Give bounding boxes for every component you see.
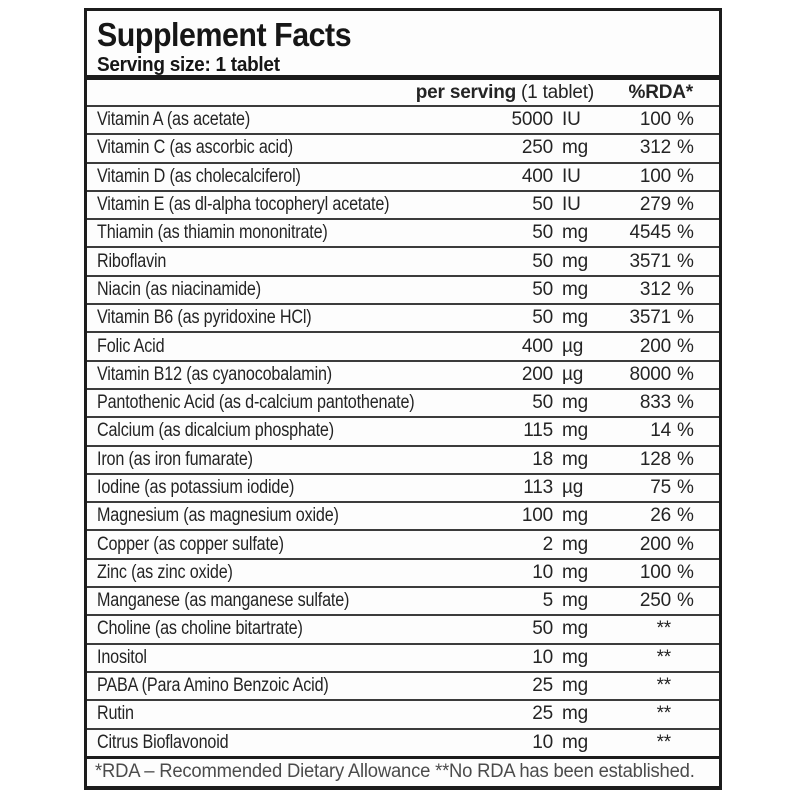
table-row — [87, 473, 719, 501]
amount-unit: IU — [562, 165, 581, 187]
amount-value: 50 — [532, 194, 553, 216]
rda-value: ** — [656, 646, 671, 668]
ingredient-name: Niacin (as niacinamide) — [97, 278, 261, 300]
rda-cell — [594, 703, 719, 725]
amount-value: 50 — [532, 250, 553, 272]
ingredient-name-cell — [87, 647, 493, 669]
table-row — [87, 190, 719, 218]
column-header-row — [87, 80, 719, 105]
table-row — [87, 643, 719, 671]
ingredient-name: Choline (as choline bitartrate) — [97, 618, 303, 640]
rda-value: 279 — [639, 194, 671, 216]
ingredient-name: Iron (as iron fumarate) — [97, 448, 253, 470]
ingredient-name-cell — [87, 449, 493, 471]
amount-value: 10 — [532, 561, 553, 583]
rda-value: ** — [656, 618, 671, 640]
ingredient-name-cell — [87, 703, 493, 725]
rda-cell — [594, 307, 719, 329]
table-row — [87, 728, 719, 756]
rda-percent-sign: % — [677, 533, 694, 555]
serving-size-text: Serving size: 1 tablet — [97, 54, 280, 76]
rda-cell — [594, 675, 719, 697]
rda-percent-sign: % — [677, 392, 694, 414]
amount-value: 50 — [532, 278, 553, 300]
table-row — [87, 105, 719, 133]
header-per-serving-note: (1 tablet) — [521, 81, 594, 103]
rda-percent-sign: % — [677, 448, 694, 470]
rda-cell — [594, 364, 719, 386]
rda-value: 200 — [639, 335, 671, 357]
ingredient-name-cell — [87, 590, 493, 612]
ingredient-name: Riboflavin — [97, 250, 167, 272]
amount-unit: mg — [562, 278, 588, 300]
rda-value: ** — [656, 675, 671, 697]
ingredient-name: Vitamin D (as cholecalciferol) — [97, 165, 301, 187]
ingredient-name-cell — [87, 166, 493, 188]
amount-value: 50 — [532, 618, 553, 640]
rda-cell — [594, 505, 719, 527]
amount-unit: mg — [562, 505, 588, 527]
rda-value: 312 — [639, 278, 671, 300]
ingredient-name: Vitamin B12 (as cyanocobalamin) — [97, 363, 333, 385]
amount-unit: mg — [562, 561, 588, 583]
rda-cell — [594, 222, 719, 244]
rda-percent-sign: % — [677, 590, 694, 612]
table-row — [87, 246, 719, 274]
amount-value: 50 — [532, 307, 553, 329]
amount-value: 25 — [532, 703, 553, 725]
table-row — [87, 699, 719, 727]
ingredient-name-cell — [87, 562, 493, 584]
ingredient-name: Copper (as copper sulfate) — [97, 533, 284, 555]
amount-unit: µg — [562, 477, 584, 498]
amount-value: 50 — [532, 222, 553, 244]
ingredient-name-cell — [87, 251, 493, 273]
amount-value: 25 — [532, 675, 553, 697]
table-row — [87, 360, 719, 388]
amount-unit: mg — [562, 618, 588, 640]
amount-unit: mg — [562, 307, 588, 329]
ingredient-name: PABA (Para Amino Benzoic Acid) — [97, 675, 329, 697]
rda-percent-sign: % — [677, 335, 694, 357]
amount-value: 400 — [521, 335, 553, 357]
amount-value: 5 — [542, 590, 553, 612]
ingredient-name: Folic Acid — [97, 335, 165, 357]
rda-cell — [594, 420, 719, 442]
rda-value: 200 — [639, 533, 671, 555]
ingredient-name: Vitamin A (as acetate) — [97, 109, 251, 131]
amount-unit: mg — [562, 533, 588, 555]
amount-unit: mg — [562, 590, 588, 612]
rda-value: 3571 — [629, 250, 671, 272]
rda-footnote — [87, 759, 719, 786]
table-row — [87, 586, 719, 614]
ingredient-name-cell — [87, 307, 493, 329]
rda-percent-sign: % — [677, 307, 694, 329]
ingredient-name: Iodine (as potassium iodide) — [97, 477, 295, 498]
rda-cell — [594, 449, 719, 471]
rda-value: 250 — [639, 590, 671, 612]
table-row — [87, 331, 719, 359]
rda-value: 8000 — [629, 363, 671, 385]
ingredient-name-cell — [87, 732, 493, 754]
ingredient-name-cell — [87, 194, 493, 216]
ingredient-name-cell — [87, 534, 493, 556]
amount-unit: mg — [562, 731, 588, 753]
supplement-facts-label — [84, 8, 722, 790]
table-row — [87, 501, 719, 529]
amount-value: 250 — [521, 137, 553, 159]
rda-cell — [594, 562, 719, 584]
ingredient-name-cell — [87, 222, 493, 244]
rda-cell — [594, 534, 719, 556]
rda-cell — [594, 166, 719, 188]
ingredient-name-cell — [87, 109, 493, 131]
amount-unit: mg — [562, 250, 588, 272]
table-row — [87, 388, 719, 416]
amount-value: 10 — [532, 646, 553, 668]
ingredient-name-cell — [87, 618, 493, 640]
rda-value: 312 — [639, 137, 671, 159]
title-block — [87, 11, 719, 75]
table-row — [87, 671, 719, 699]
ingredient-name-cell — [87, 279, 493, 301]
rda-percent-sign: % — [677, 505, 694, 527]
rda-value: 26 — [650, 505, 671, 527]
header-rda: %RDA* — [628, 81, 693, 103]
table-row — [87, 303, 719, 331]
ingredient-name-cell — [87, 364, 493, 386]
rda-cell — [594, 647, 719, 669]
rda-cell — [594, 477, 719, 499]
ingredient-name: Zinc (as zinc oxide) — [97, 561, 233, 583]
rda-percent-sign: % — [677, 222, 694, 244]
amount-value: 50 — [532, 392, 553, 414]
ingredient-name: Rutin — [97, 703, 134, 725]
serving-size — [97, 53, 709, 77]
rda-percent-sign: % — [677, 165, 694, 187]
ingredient-name-cell — [87, 505, 493, 527]
ingredient-name-cell — [87, 392, 493, 414]
ingredient-name: Vitamin E (as dl-alpha tocopheryl acetate) — [97, 194, 390, 216]
table-row — [87, 614, 719, 642]
rda-percent-sign: % — [677, 561, 694, 583]
rda-cell — [594, 732, 719, 754]
amount-value: 200 — [521, 363, 553, 385]
rda-value: ** — [656, 731, 671, 753]
ingredient-name: Citrus Bioflavonoid — [97, 731, 229, 753]
table-row — [87, 445, 719, 473]
rda-footnote-text: *RDA – Recommended Dietary Allowance **No RDA has been established. — [95, 761, 695, 783]
rda-value: 100 — [639, 561, 671, 583]
rda-value: 833 — [639, 392, 671, 414]
rda-value: ** — [656, 703, 671, 725]
amount-value: 10 — [532, 731, 553, 753]
rda-percent-sign: % — [677, 109, 694, 131]
rda-cell — [594, 392, 719, 414]
table-row — [87, 218, 719, 246]
ingredient-name: Vitamin B6 (as pyridoxine HCl) — [97, 307, 312, 329]
rda-percent-sign: % — [677, 420, 694, 442]
rda-cell — [594, 279, 719, 301]
ingredient-name: Vitamin C (as ascorbic acid) — [97, 137, 293, 159]
rda-percent-sign: % — [677, 363, 694, 385]
amount-unit: IU — [562, 109, 581, 131]
ingredient-name: Magnesium (as magnesium oxide) — [97, 505, 339, 527]
amount-unit: mg — [562, 392, 588, 414]
ingredient-name: Calcium (as dicalcium phosphate) — [97, 420, 334, 442]
amount-unit: mg — [562, 137, 588, 159]
table-row — [87, 133, 719, 161]
amount-value: 18 — [532, 448, 553, 470]
rda-percent-sign: % — [677, 250, 694, 272]
table-row — [87, 275, 719, 303]
amount-value: 115 — [523, 420, 553, 442]
label-title — [97, 17, 709, 53]
ingredient-name: Pantothenic Acid (as d-calcium pantothenate) — [97, 392, 415, 414]
amount-value: 100 — [521, 505, 553, 527]
amount-unit: µg — [562, 335, 584, 357]
rda-cell — [594, 251, 719, 273]
amount-unit: mg — [562, 420, 588, 442]
rda-percent-sign: % — [677, 278, 694, 300]
amount-value: 400 — [521, 165, 553, 187]
rda-value: 3571 — [629, 307, 671, 329]
label-title-text: Supplement Facts — [97, 16, 352, 53]
rda-percent-sign: % — [677, 137, 694, 159]
rda-value: 100 — [639, 109, 671, 131]
rda-value: 14 — [650, 420, 671, 442]
table-row — [87, 529, 719, 557]
rda-cell — [594, 109, 719, 131]
amount-unit: mg — [562, 646, 588, 668]
table-row — [87, 162, 719, 190]
rda-percent-sign: % — [677, 477, 694, 498]
ingredient-name-cell — [87, 336, 493, 358]
ingredient-name: Manganese (as manganese sulfate) — [97, 590, 350, 612]
rda-value: 128 — [639, 448, 671, 470]
rda-value: 100 — [639, 165, 671, 187]
amount-unit: mg — [562, 222, 588, 244]
amount-unit: IU — [562, 194, 581, 216]
rda-cell — [594, 618, 719, 640]
ingredient-name: Thiamin (as thiamin mononitrate) — [97, 222, 328, 244]
rda-value: 75 — [650, 477, 671, 498]
amount-unit: mg — [562, 703, 588, 725]
table-row — [87, 558, 719, 586]
ingredient-name: Inositol — [97, 646, 147, 668]
amount-value: 5000 — [511, 109, 553, 131]
amount-value: 113 — [523, 477, 553, 498]
rda-cell — [594, 194, 719, 216]
amount-unit: mg — [562, 448, 588, 470]
ingredient-name-cell — [87, 420, 493, 442]
amount-unit: mg — [562, 675, 588, 697]
amount-value: 2 — [542, 533, 553, 555]
rda-cell — [594, 336, 719, 358]
ingredient-name-cell — [87, 675, 493, 697]
rda-cell — [594, 590, 719, 612]
table-row — [87, 416, 719, 444]
rda-percent-sign: % — [677, 194, 694, 216]
ingredient-rows — [87, 105, 719, 756]
amount-unit: µg — [562, 363, 584, 385]
ingredient-name-cell — [87, 137, 493, 159]
rda-value: 4545 — [629, 222, 671, 244]
ingredient-name-cell — [87, 477, 493, 499]
rda-cell — [594, 137, 719, 159]
header-per-serving: per serving — [415, 81, 517, 103]
